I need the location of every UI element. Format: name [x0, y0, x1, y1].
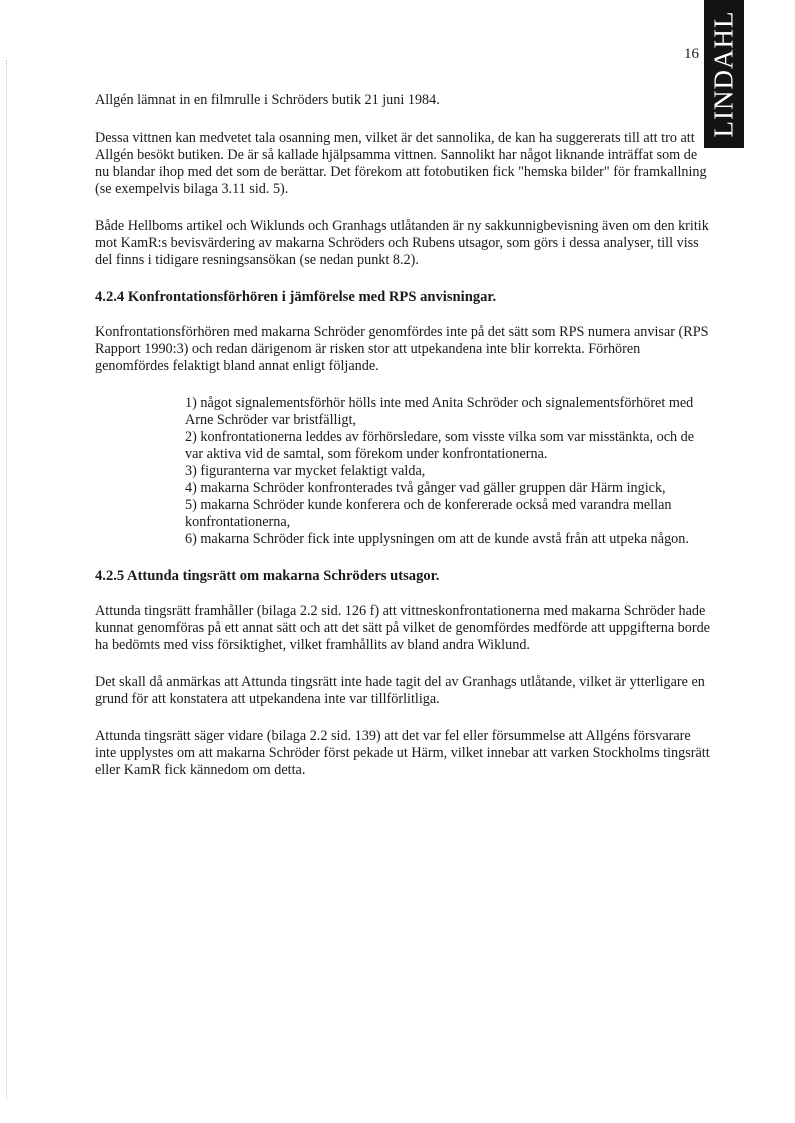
- paragraph-witnesses: Dessa vittnen kan medvetet tala osanning men, vilket är det sannolika, de kan ha suggererats till att tro att Allgén besökt butiken. De är så kallade hjälpsamma vittnen. Sannolikt har något liknande inträffat som de nu blandar ihop med det som de berättar. Det förekom att fotobutiken fick "hemska bilder" för framkallning (se exempelvis bilaga 3.11 sid. 5).: [95, 130, 707, 197]
- list-item: 2) konfrontationerna leddes av förhörsledare, som visste vilka som var misstänkta, och de var aktiva vid de samtal, som förekom under konfrontationerna.: [185, 429, 695, 462]
- paragraph-attunda-court: Attunda tingsrätt framhåller (bilaga 2.2 sid. 126 f) att vittneskonfrontationerna med makarna Schröder hade kunnat genomföras på ett annat sätt och att det sätt på vilket de genomfördes medförde att uppgifterna borde ha bedömts med viss försiktighet, vilket framhållits av bland andra Wiklund.: [95, 603, 710, 653]
- margin-perforation-marks: [6, 60, 9, 1100]
- paragraph-defense-not-informed: Attunda tingsrätt säger vidare (bilaga 2.2 sid. 139) att det var fel eller försummelse att Allgéns försvarare inte upplystes om att makarna Schröder först pekade ut Härm, vilket innebar att varken Stockholms tingsrätt eller KamR fick kännedom om detta.: [95, 728, 710, 778]
- side-tab: [704, 0, 744, 148]
- intro-line: Allgén lämnat in en filmrulle i Schröders butik 21 juni 1984.: [95, 92, 440, 108]
- list-item: 1) något signalementsförhör hölls inte med Anita Schröder och signalementsförhöret med Arne Schröder var bristfälligt,: [185, 395, 694, 428]
- list-item: 5) makarna Schröder kunde konferera och de konfererade också med varandra mellan konfrontationerna,: [185, 497, 672, 530]
- paragraph-expert-evidence: Både Hellboms artikel och Wiklunds och Granhags utlåtanden är ny sakkunnigbevisning även om den kritik mot KamR:s bevisvärdering av makarna Schröders och Rubens utsagor, som görs i dessa analyser, till viss del finns i tidigare resningsansökan (se nedan punkt 8.2).: [95, 218, 709, 268]
- section-heading-4-2-4: 4.2.4 Konfrontationsförhören i jämförelse med RPS anvisningar.: [95, 289, 497, 305]
- paragraph-granhag-note: Det skall då anmärkas att Attunda tingsrätt inte hade tagit del av Granhags utlåtande, vilket är ytterligare en grund för att konstatera att utpekandena inte var tillförlitliga.: [95, 674, 705, 707]
- document-body: [95, 92, 710, 799]
- section-heading-4-2-5: 4.2.5 Attunda tingsrätt om makarna Schröders utsagor.: [95, 568, 440, 584]
- paragraph-confrontation: Konfrontationsförhören med makarna Schröder genomfördes inte på det sätt som RPS numera anvisar (RPS Rapport 1990:3) och redan därigenom är risken stor att utpekandena inte blir korrekta. Förhören genomfördes felaktigt bland annat enligt följande.: [95, 324, 709, 374]
- list-item: 6) makarna Schröder fick inte upplysningen om att de kunde avstå från att utpeka någon.: [185, 531, 689, 547]
- error-list: [185, 395, 705, 548]
- page-number: 16: [684, 46, 699, 62]
- list-item: 4) makarna Schröder konfronterades två gånger vad gäller gruppen där Härm ingick,: [185, 480, 666, 496]
- list-item: 3) figuranterna var mycket felaktigt valda,: [185, 463, 426, 479]
- side-tab-label: LINDAHL: [708, 10, 739, 138]
